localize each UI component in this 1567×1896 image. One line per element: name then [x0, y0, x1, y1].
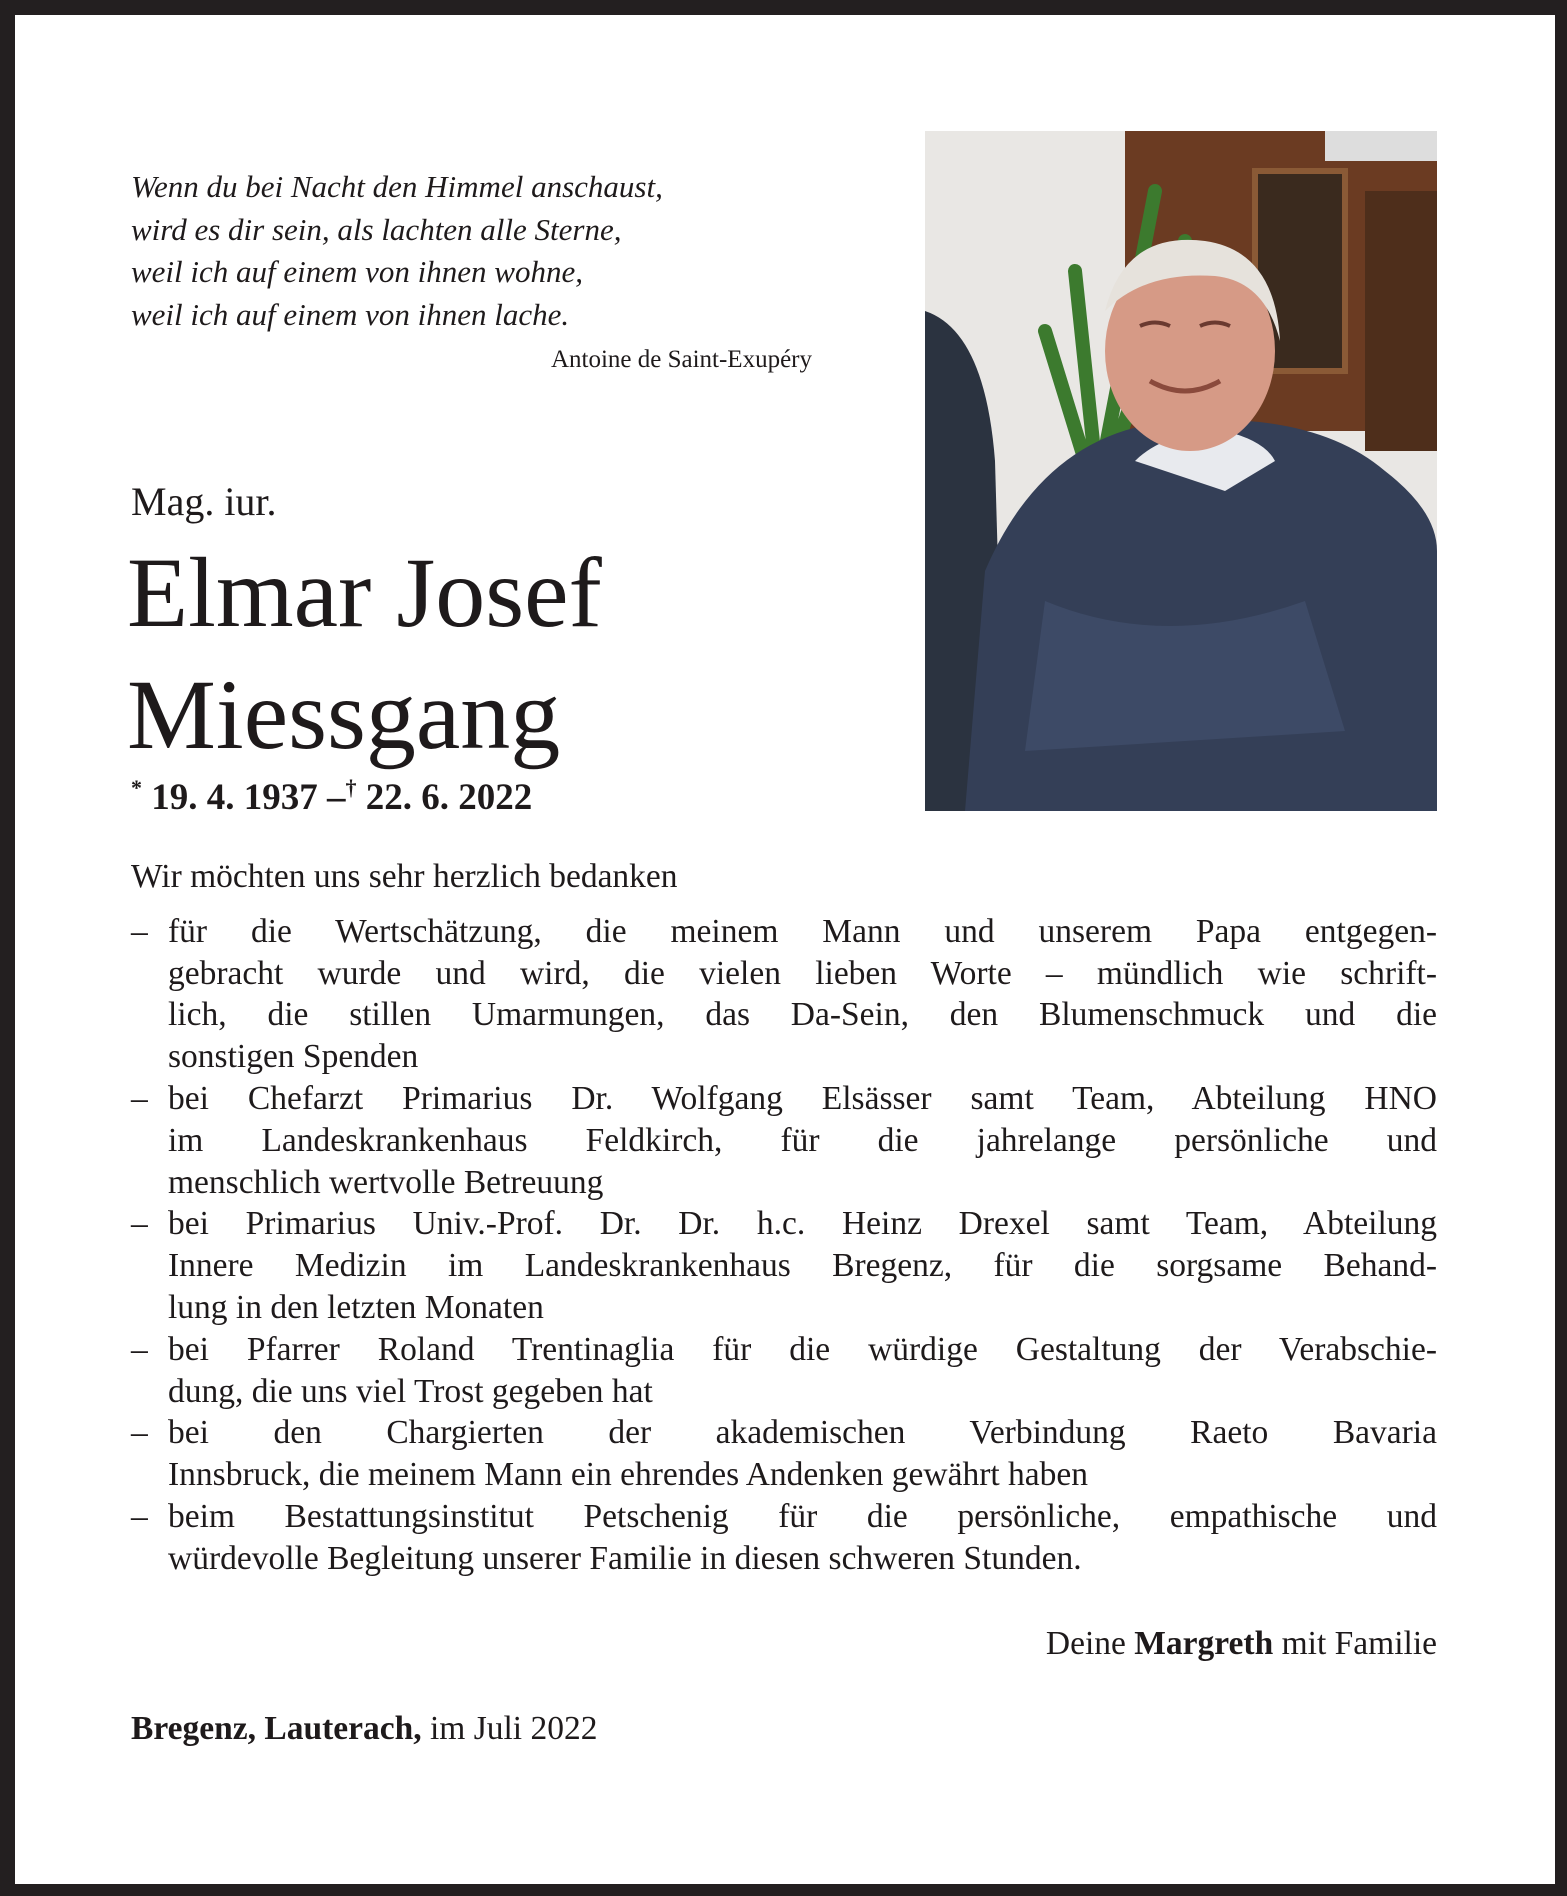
thanks-text	[131, 856, 1437, 1580]
birth-date: 19. 4. 1937	[151, 777, 318, 818]
thanks-line: lich, die stillen Umarmungen, das Da-Sein, den Blumenschmuck und die	[168, 996, 1437, 1034]
thanks-line: im Landeskrankenhaus Feldkirch, für die jahrelange persönliche und	[168, 1121, 1437, 1159]
thanks-line: bei Pfarrer Roland Trentinaglia für die würdige Gestaltung der Verabschie-	[168, 1330, 1437, 1368]
thanks-line: beim Bestattungsinstitut Petschenig für die persönliche, empathische und	[168, 1497, 1437, 1535]
thanks-line: lung in den letzten Monaten	[168, 1288, 544, 1326]
signature-prefix: Deine	[1045, 1625, 1126, 1662]
date-separator: –	[327, 777, 346, 818]
quote-line: weil ich auf einem von ihnen lache.	[131, 296, 570, 332]
name-line-1: Elmar Josef	[127, 537, 602, 648]
dash-bullet: –	[131, 1414, 148, 1452]
dash-bullet: –	[131, 912, 148, 950]
places: Bregenz, Lauterach,	[131, 1710, 422, 1747]
portrait-photo	[925, 131, 1437, 811]
thanks-line: Innere Medizin im Landeskrankenhaus Bregenz, für die sorgsame Behand-	[168, 1247, 1437, 1285]
dash-bullet: –	[131, 1205, 148, 1243]
death-date: 22. 6. 2022	[365, 777, 533, 818]
thanks-line: gebracht wurde und wird, die vielen lieben Worte – mündlich wie schrift-	[168, 954, 1437, 992]
thanks-item	[131, 911, 1437, 1078]
thanks-item	[131, 1496, 1437, 1580]
thanks-line: bei Chefarzt Primarius Dr. Wolfgang Elsässer samt Team, Abteilung HNO	[168, 1079, 1437, 1117]
date: im Juli 2022	[429, 1710, 598, 1747]
signature-name: Margreth	[1134, 1625, 1274, 1662]
signature	[131, 1625, 1437, 1663]
academic-title: Mag. iur.	[131, 479, 277, 524]
birth-symbol: *	[131, 775, 142, 800]
thanks-line: sonstigen Spenden	[168, 1038, 419, 1076]
life-dates	[131, 775, 532, 819]
thanks-line: menschlich wertvolle Betreuung	[168, 1163, 604, 1201]
thanks-line: bei den Chargierten der akademischen Verbindung Raeto Bavaria	[168, 1414, 1437, 1452]
thanks-line: für die Wertschätzung, die meinem Mann und unserem Papa entgegen-	[168, 912, 1437, 950]
thanks-line: bei Primarius Univ.-Prof. Dr. Dr. h.c. Heinz Drexel samt Team, Abteilung	[168, 1205, 1437, 1243]
place-date	[131, 1710, 598, 1748]
quote	[131, 166, 663, 336]
quote-line: wird es dir sein, als lachten alle Sterne,	[131, 211, 622, 247]
thanks-item	[131, 1412, 1437, 1496]
signature-suffix: mit Familie	[1281, 1625, 1437, 1662]
deceased-name	[127, 532, 602, 776]
dash-bullet: –	[131, 1079, 148, 1117]
dash-bullet: –	[131, 1497, 148, 1535]
thanks-item	[131, 1078, 1437, 1203]
quote-line: weil ich auf einem von ihnen wohne,	[131, 254, 583, 289]
dash-bullet: –	[131, 1330, 148, 1368]
death-symbol: †	[345, 775, 357, 800]
quote-line: Wenn du bei Nacht den Himmel anschaust,	[131, 169, 663, 204]
thanks-intro: Wir möchten uns sehr herzlich bedanken	[131, 858, 678, 895]
thanks-line: Innsbruck, die meinem Mann ein ehrendes Andenken gewährt haben	[168, 1456, 1089, 1494]
name-line-2: Miessgang	[127, 659, 561, 770]
thanks-item	[131, 1329, 1437, 1413]
quote-author: Antoine de Saint-Exupéry	[550, 346, 812, 373]
thanks-item	[131, 1203, 1437, 1328]
thanks-line: dung, die uns viel Trost gegeben hat	[168, 1372, 653, 1410]
thanks-line: würdevolle Begleitung unserer Familie in diesen schweren Stunden.	[168, 1539, 1082, 1577]
